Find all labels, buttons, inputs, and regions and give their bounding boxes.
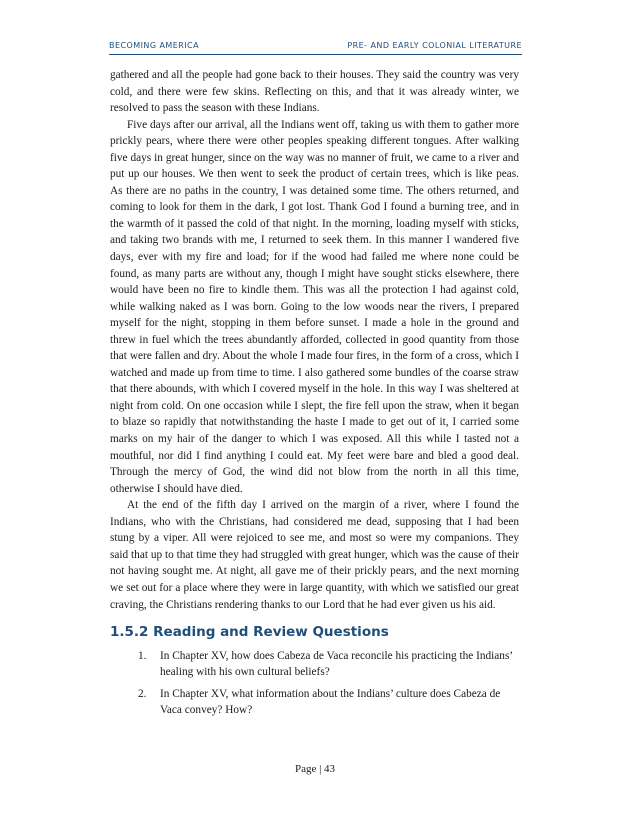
paragraph-continued: gathered and all the people had gone back to their houses. They said the country was very cold, and there were few skins. Reflecting on this, and that it was already winter, we resolved to pass the season with these Indians. bbox=[110, 69, 519, 115]
paragraph: At the end of the fifth day I arrived on the margin of a river, where I found the Indians, who with the Christians, had considered me dead, supposing that I had been stung by a viper. All were rejoiced to see me, and most so were my companions. They said that up to that time they had struggled with great hunger, which was the cause of their not having sought me. At night, all gave me of their prickly pears, and the next morning we set out for a place where they were in large quantity, with which we satisfied our great craving, the Christians rendering thanks to our Lord that he had ever given us his aid. bbox=[110, 499, 519, 611]
page-footer bbox=[0, 763, 630, 775]
paragraph: Five days after our arrival, all the Indians went off, taking us with them to gather more prickly pears, where there were other peoples speaking different tongues. After walking five days in great hunger, since on the way was no manner of fruit, we came to a river and put up our houses. We then went to seek the product of certain trees, which is like peas. As there are no paths in the country, I was detained some time. The others returned, and coming to look for them in the dark, I got lost. Thank God I found a burning tree, and in the warmth of it passed the cold of that night. In the morning, loading myself with sticks, and taking two brands with me, I returned to seek them. In this manner I wandered five days, ever with my fire and load; for if the wood had failed me where none could be found, as many parts are without any, though I might have sought sticks elsewhere, there would have been no fire to kindle them. This was all the protection I had against cold, while walking naked as I was born. Going to the low woods near the rivers, I prepared myself for the night, stopping in them before sunset. I made a hole in the ground and threw in fuel which the trees abundantly afforded, collected in good quantity from those that were fallen and dry. About the whole I made four fires, in the form of a cross, which I watched and made up from time to time. I also gathered some bundles of the coarse straw that there abounds, with which I covered myself in the hole. In this way I was sheltered at night from cold. On one occasion while I slept, the fire fell upon the straw, when it began to blaze so rapidly that notwithstanding the haste I made to get out of it, I carried some marks on my hair of the danger to which I was exposed. All this while I tasted not a mouthful, nor did I find anything I could eat. My feet were bare and bled a good deal. Through the mercy of God, the wind did not blow from the north in all this time, otherwise I should have died. bbox=[110, 118, 519, 495]
body-text bbox=[110, 67, 519, 613]
page-number: 43 bbox=[324, 763, 336, 775]
question-text: In Chapter XV, what information about the Indians’ culture does Cabeza de Vaca convey? How? bbox=[160, 687, 501, 716]
header-book-title: BECOMING AMERICA bbox=[109, 41, 200, 50]
question-number: 2. bbox=[138, 687, 147, 700]
page-separator: | bbox=[319, 763, 322, 775]
running-header bbox=[109, 41, 522, 55]
question-text: In Chapter XV, how does Cabeza de Vaca reconcile his practicing the Indians’ healing with his own cultural beliefs? bbox=[160, 650, 513, 679]
list-item bbox=[110, 686, 519, 719]
section-heading: 1.5.2 Reading and Review Questions bbox=[110, 624, 389, 640]
page-label: Page bbox=[294, 763, 317, 775]
question-number: 1. bbox=[138, 650, 147, 662]
header-chapter-title: PRE- AND EARLY COLONIAL LITERATURE bbox=[347, 41, 522, 50]
question-list bbox=[110, 648, 519, 723]
list-item bbox=[110, 648, 519, 681]
